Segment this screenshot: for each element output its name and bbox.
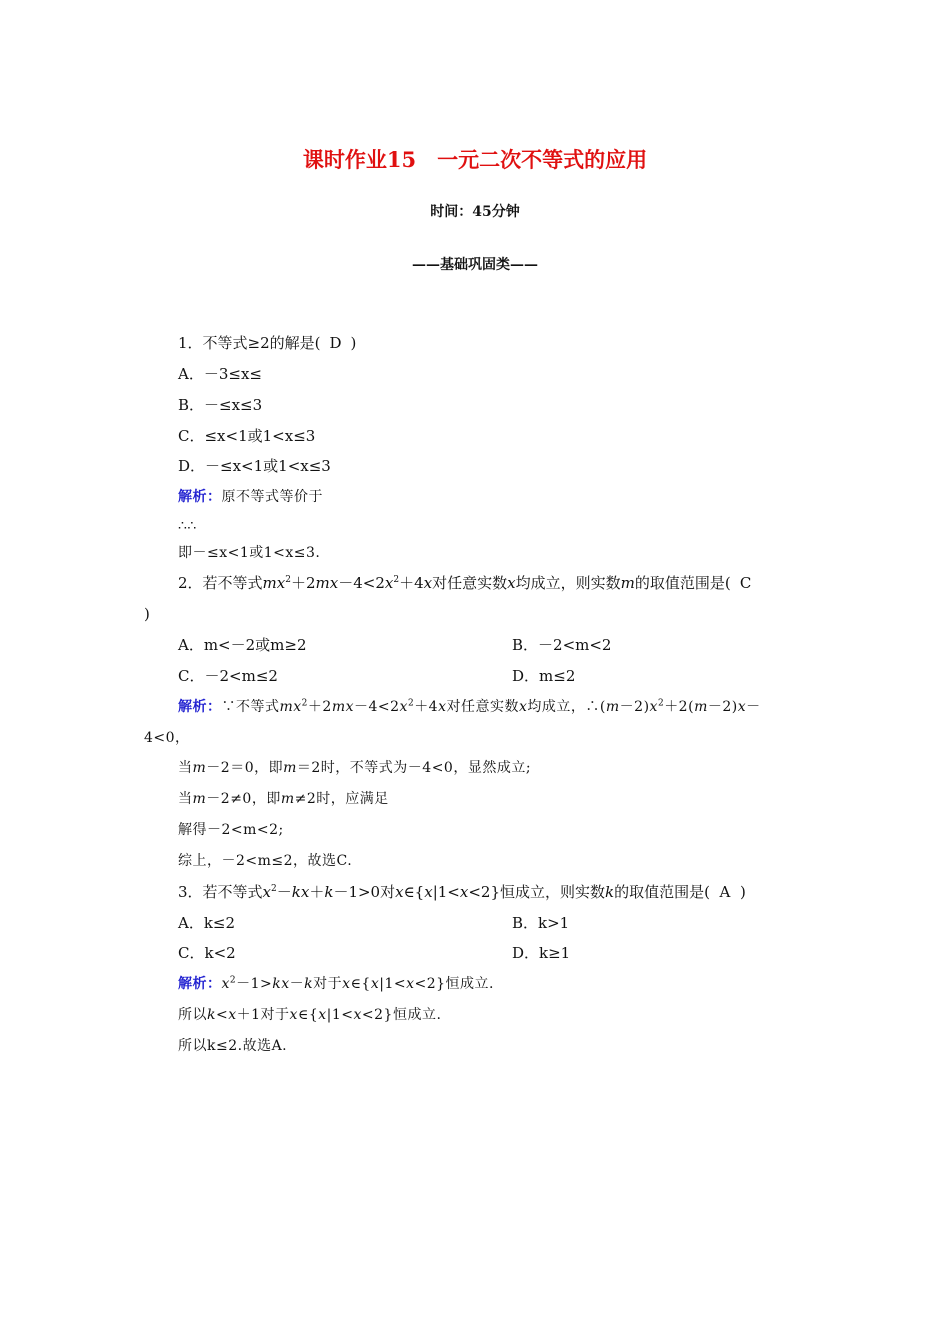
question-2-stem: 2．若不等式$mx^2+2mx-4<2x^2+4x$对任意实数x均成立，则实数m的取值范围是( C (178, 573, 761, 593)
question-2-option-d: D．m≤2 (512, 667, 576, 685)
question-1-solution-line-3: 即－≤x<1或1<x≤3. (178, 545, 321, 561)
question-2-option-c: C．－2<m≤2 (178, 667, 278, 685)
question-3-solution: 解析：$x^2-1>kx-k$对于x∈{x|1<x<2}恒成立. (178, 975, 495, 992)
question-1-answer: D (329, 334, 342, 352)
solution-label: 解析： (178, 489, 222, 505)
section-heading: ——基础巩固类—— (412, 257, 538, 273)
question-2-solution-line-2: 4<0， (144, 730, 190, 746)
question-2-solution-line-4: 当m－2≠0，即m≠2时，应满足 (178, 791, 389, 807)
question-2-solution-line-3: 当m－2＝0，即m＝2时，不等式为－4<0，显然成立; (178, 760, 532, 776)
question-2-option-b: B．－2<m<2 (512, 636, 612, 654)
question-3-answer: A (719, 883, 731, 901)
question-3-option-c: C．k<2 (178, 944, 236, 962)
question-2-solution: 解析：∵不等式$mx^2+2mx-4<2x^2+4x$对任意实数x均成立，$\therefore(m-2)x^2+2(m-2)x-$ (178, 698, 761, 715)
question-1-solution: 解析：原不等式等价于 (178, 489, 323, 505)
question-3-solution-line-3: 所以k≤2.故选A. (178, 1038, 288, 1054)
question-1-option-a: A．－3≤x≤ (178, 365, 262, 383)
question-3-option-d: D．k≥1 (512, 944, 571, 962)
question-3-option-b: B．k>1 (512, 914, 570, 932)
question-3-stem: 3．若不等式$x^2-kx+k-1>0$对x∈{x|1<x<2}恒成立，则实数k的取值范围是( A ) (178, 883, 746, 901)
question-2-solution-line-6: 综上，－2<m≤2，故选C. (178, 853, 353, 869)
question-1-option-c: C．≤x<1或1<x≤3 (178, 427, 316, 445)
question-1-stem: 1．不等式≥2的解是( D ) (178, 334, 357, 352)
question-1-solution-line-2: ∴∴ (178, 518, 197, 534)
question-3-solution-line-2: 所以k<x＋1对于x∈{x|1<x<2}恒成立. (178, 1007, 442, 1023)
question-2-stem-close: ) (144, 605, 150, 623)
question-2-option-a: A．m<－2或m≥2 (178, 636, 307, 654)
question-2-solution-line-5: 解得－2<m<2; (178, 822, 284, 838)
page-title: 课时作业15 一元二次不等式的应用 (302, 147, 648, 172)
question-1-option-b: B．－≤x≤3 (178, 396, 263, 414)
question-2-answer: C (739, 574, 752, 592)
question-1-option-d: D．－≤x<1或1<x≤3 (178, 457, 331, 475)
question-3-option-a: A．k≤2 (178, 914, 236, 932)
time-limit: 时间：45分钟 (430, 204, 520, 220)
